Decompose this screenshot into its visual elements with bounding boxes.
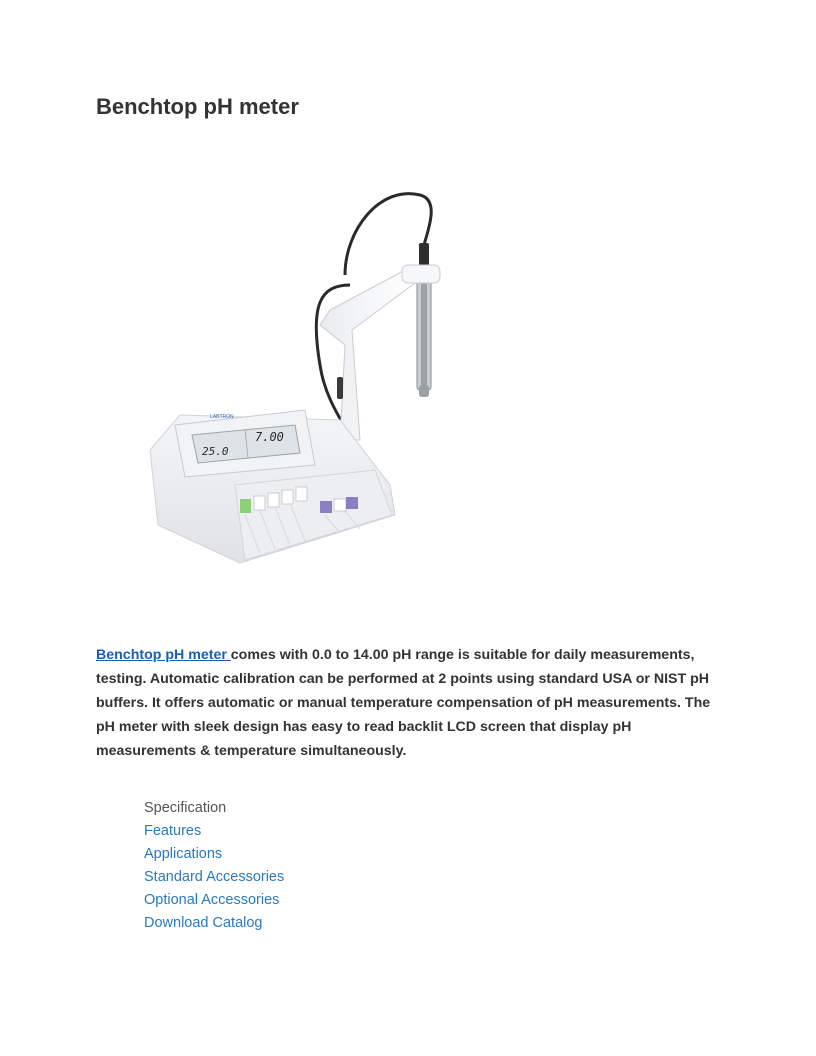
- key-purple-2: [346, 497, 358, 509]
- electrode-holder-arm: [320, 270, 415, 440]
- tab-standard-accessories[interactable]: Standard Accessories: [144, 869, 285, 885]
- lcd-ph-readout: 7.00: [255, 430, 284, 444]
- key-white-2: [268, 493, 279, 507]
- electrode-clamp: [402, 265, 440, 283]
- key-white-1: [254, 496, 265, 510]
- lcd-temperature-readout: 25.0: [202, 445, 229, 458]
- key-white-4: [296, 487, 307, 501]
- keypad-panel: [235, 470, 392, 560]
- key-green: [240, 499, 251, 513]
- product-tabs: [144, 797, 284, 935]
- tab-features[interactable]: Features: [144, 823, 202, 839]
- probe-cable: [345, 194, 431, 275]
- key-purple-1: [320, 501, 332, 513]
- tab-specification[interactable]: Specification: [144, 800, 227, 816]
- tab-download-catalog[interactable]: Download Catalog: [144, 915, 263, 931]
- key-white-5: [334, 499, 346, 511]
- tab-optional-accessories[interactable]: Optional Accessories: [144, 892, 280, 908]
- tab-applications[interactable]: Applications: [144, 846, 223, 862]
- page-title: Benchtop pH meter: [96, 94, 299, 119]
- ph-meter-image: [140, 185, 460, 570]
- product-description: [96, 643, 721, 763]
- product-link[interactable]: Benchtop pH meter: [96, 647, 231, 663]
- brand-logo-text: LABTRON: [210, 414, 234, 420]
- description-body: comes with 0.0 to 14.00 pH range is suitable for daily measurements, testing. Automatic calibration can be performed at 2 points using standard USA or NIST pH buffers. It offers automatic or manual temperature compensation of pH measurements. The pH meter with sleek design has easy to read backlit LCD screen that display pH measurements & temperature simultaneously.: [96, 647, 711, 759]
- key-white-3: [282, 490, 293, 504]
